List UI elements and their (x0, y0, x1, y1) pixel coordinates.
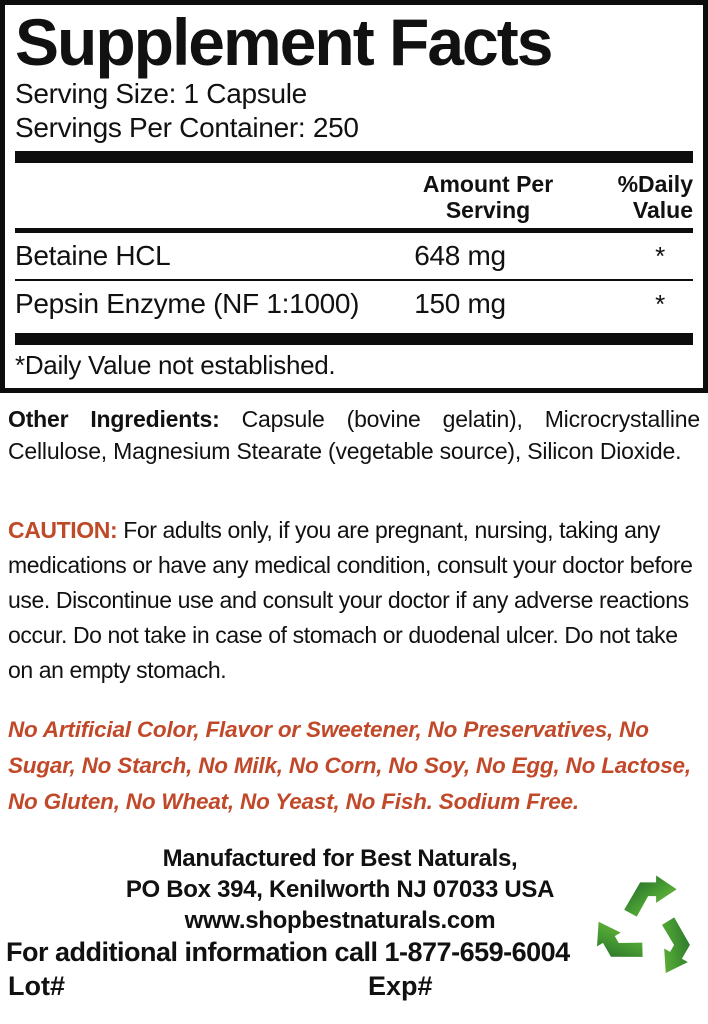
separator-bar-bottom (15, 333, 693, 345)
caution-text: For adults only, if you are pregnant, nursing, taking any medications or have any medical condition, consult your doctor before use. Discontinue use and consult your doctor if any adverse reactions occur. Do not take in case of stomach or duodenal ulcer. Do not take on an empty stomach. (8, 517, 693, 683)
caution-label: CAUTION: (8, 517, 118, 543)
supplement-facts-title: Supplement Facts (15, 5, 552, 79)
lot-field: Lot# (8, 970, 65, 1001)
amount-per-serving-header (393, 171, 583, 223)
table-row-pepsin (15, 281, 693, 327)
other-ingredients-label: Other Ingredients: (8, 406, 220, 432)
dv-header-line1: %Daily (617, 171, 693, 197)
header-spacer (15, 171, 393, 223)
ingredient-dv: * (655, 289, 665, 319)
caution-paragraph (0, 513, 708, 688)
other-ingredients-text: Capsule (bovine gelatin), Microcrystalline Cellulose, Magnesium Stearate (vegetable source), Silicon Dioxide. (8, 406, 700, 464)
facts-table-header (15, 171, 693, 223)
phone-line: For additional information call 1-877-659-6004 (6, 936, 570, 967)
table-row-betaine (15, 233, 693, 279)
daily-value-header (583, 171, 693, 223)
amount-header-line2: Serving (445, 197, 531, 223)
address-line: PO Box 394, Kenilworth NJ 07033 USA (125, 875, 555, 903)
exp-field: Exp# (368, 970, 433, 1001)
other-ingredients-paragraph (0, 403, 708, 467)
dv-header-line2: Value (632, 197, 693, 223)
ingredient-amount: 648 mg (414, 240, 506, 271)
manufactured-for-line: Manufactured for Best Naturals, (162, 844, 518, 872)
allergen-free-claims: No Artificial Color, Flavor or Sweetener, No Preservatives, No Sugar, No Starch, No Milk, No Corn, No Soy, No Egg, No Lactose, No Gluten, No Wheat, No Yeast, No Fish. Sodium Free. (8, 717, 691, 814)
recycle-icon (590, 862, 704, 994)
ingredient-name: Betaine HCL (15, 240, 171, 271)
manufacturer-block (0, 843, 620, 936)
separator-bar-top (15, 151, 693, 163)
ingredient-name: Pepsin Enzyme (NF 1:1000) (15, 288, 360, 319)
daily-value-footnote: *Daily Value not established. (15, 350, 336, 380)
amount-header-line1: Amount Per (422, 171, 554, 197)
servings-per-container-line: Servings Per Container: 250 (15, 112, 359, 143)
supplement-facts-box (0, 0, 708, 393)
serving-size-line: Serving Size: 1 Capsule (15, 78, 307, 109)
website-line: www.shopbestnaturals.com (184, 906, 496, 934)
ingredient-amount: 150 mg (414, 288, 506, 319)
ingredient-dv: * (655, 241, 665, 271)
